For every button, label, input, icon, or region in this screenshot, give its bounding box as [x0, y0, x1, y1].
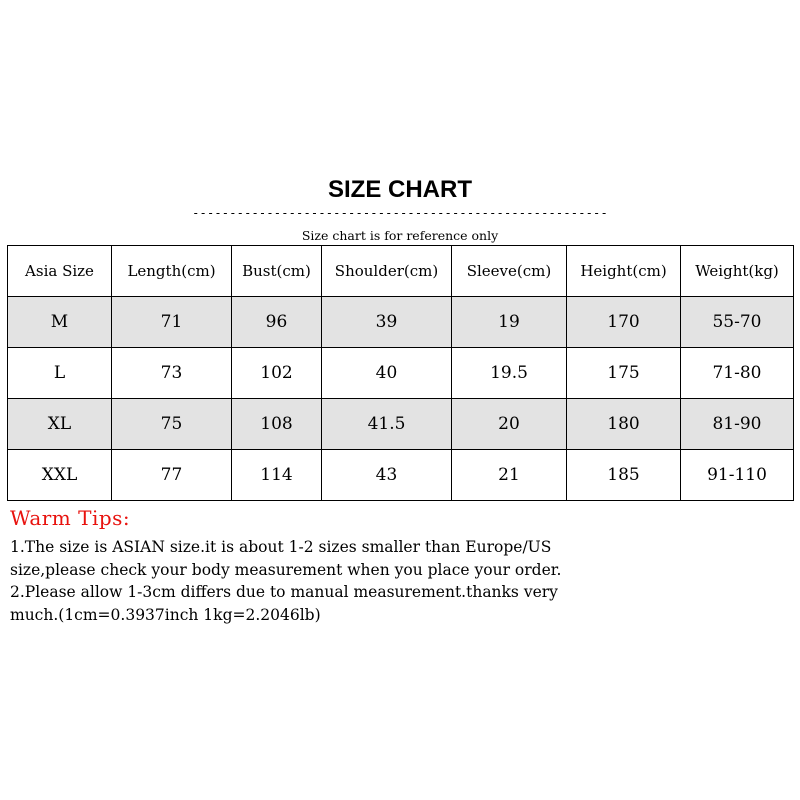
table-row — [8, 348, 794, 399]
page-title: SIZE CHART — [328, 176, 472, 203]
header-bust: Bust(cm) — [232, 246, 322, 297]
cell-bust: 96 — [232, 297, 322, 348]
title-divider: -------------------------------------------------------- — [192, 206, 608, 220]
tips-line: 1.The size is ASIAN size.it is about 1-2 sizes smaller than Europe/US — [10, 538, 552, 556]
cell-shoulder: 43 — [322, 450, 452, 501]
cell-bust: 114 — [232, 450, 322, 501]
cell-sleeve: 20 — [452, 399, 567, 450]
cell-length: 77 — [112, 450, 232, 501]
tips-line: size,please check your body measurement when you place your order. — [10, 560, 562, 579]
table-row — [8, 297, 794, 348]
header-shoulder: Shoulder(cm) — [322, 246, 452, 297]
cell-shoulder: 40 — [322, 348, 452, 399]
cell-bust: 102 — [232, 348, 322, 399]
header-asia-size: Asia Size — [8, 246, 112, 297]
reference-note: Size chart is for reference only — [301, 228, 499, 243]
tips-line: much.(1cm=0.3937inch 1kg=2.2046lb) — [10, 605, 321, 624]
table-row — [8, 450, 794, 501]
cell-length: 75 — [112, 399, 232, 450]
warm-tips-title: Warm Tips: — [10, 506, 131, 530]
table-row — [8, 399, 794, 450]
header-weight: Weight(kg) — [681, 246, 794, 297]
table-header-row — [8, 246, 794, 297]
warm-tips — [10, 506, 790, 626]
cell-size: M — [8, 297, 112, 348]
tips-line: 2.Please allow 1-3cm differs due to manual measurement.thanks very — [10, 583, 558, 601]
cell-weight: 55-70 — [681, 297, 794, 348]
cell-length: 73 — [112, 348, 232, 399]
cell-weight: 91-110 — [681, 450, 794, 501]
cell-sleeve: 19 — [452, 297, 567, 348]
cell-height: 180 — [567, 399, 681, 450]
header-length: Length(cm) — [112, 246, 232, 297]
cell-length: 71 — [112, 297, 232, 348]
cell-shoulder: 39 — [322, 297, 452, 348]
cell-size: XL — [8, 399, 112, 450]
cell-height: 175 — [567, 348, 681, 399]
cell-height: 170 — [567, 297, 681, 348]
cell-weight: 81-90 — [681, 399, 794, 450]
header-sleeve: Sleeve(cm) — [452, 246, 567, 297]
cell-weight: 71-80 — [681, 348, 794, 399]
cell-bust: 108 — [232, 399, 322, 450]
cell-size: L — [8, 348, 112, 399]
cell-sleeve: 19.5 — [452, 348, 567, 399]
header-height: Height(cm) — [567, 246, 681, 297]
cell-height: 185 — [567, 450, 681, 501]
cell-shoulder: 41.5 — [322, 399, 452, 450]
cell-size: XXL — [8, 450, 112, 501]
size-table — [7, 245, 794, 501]
cell-sleeve: 21 — [452, 450, 567, 501]
